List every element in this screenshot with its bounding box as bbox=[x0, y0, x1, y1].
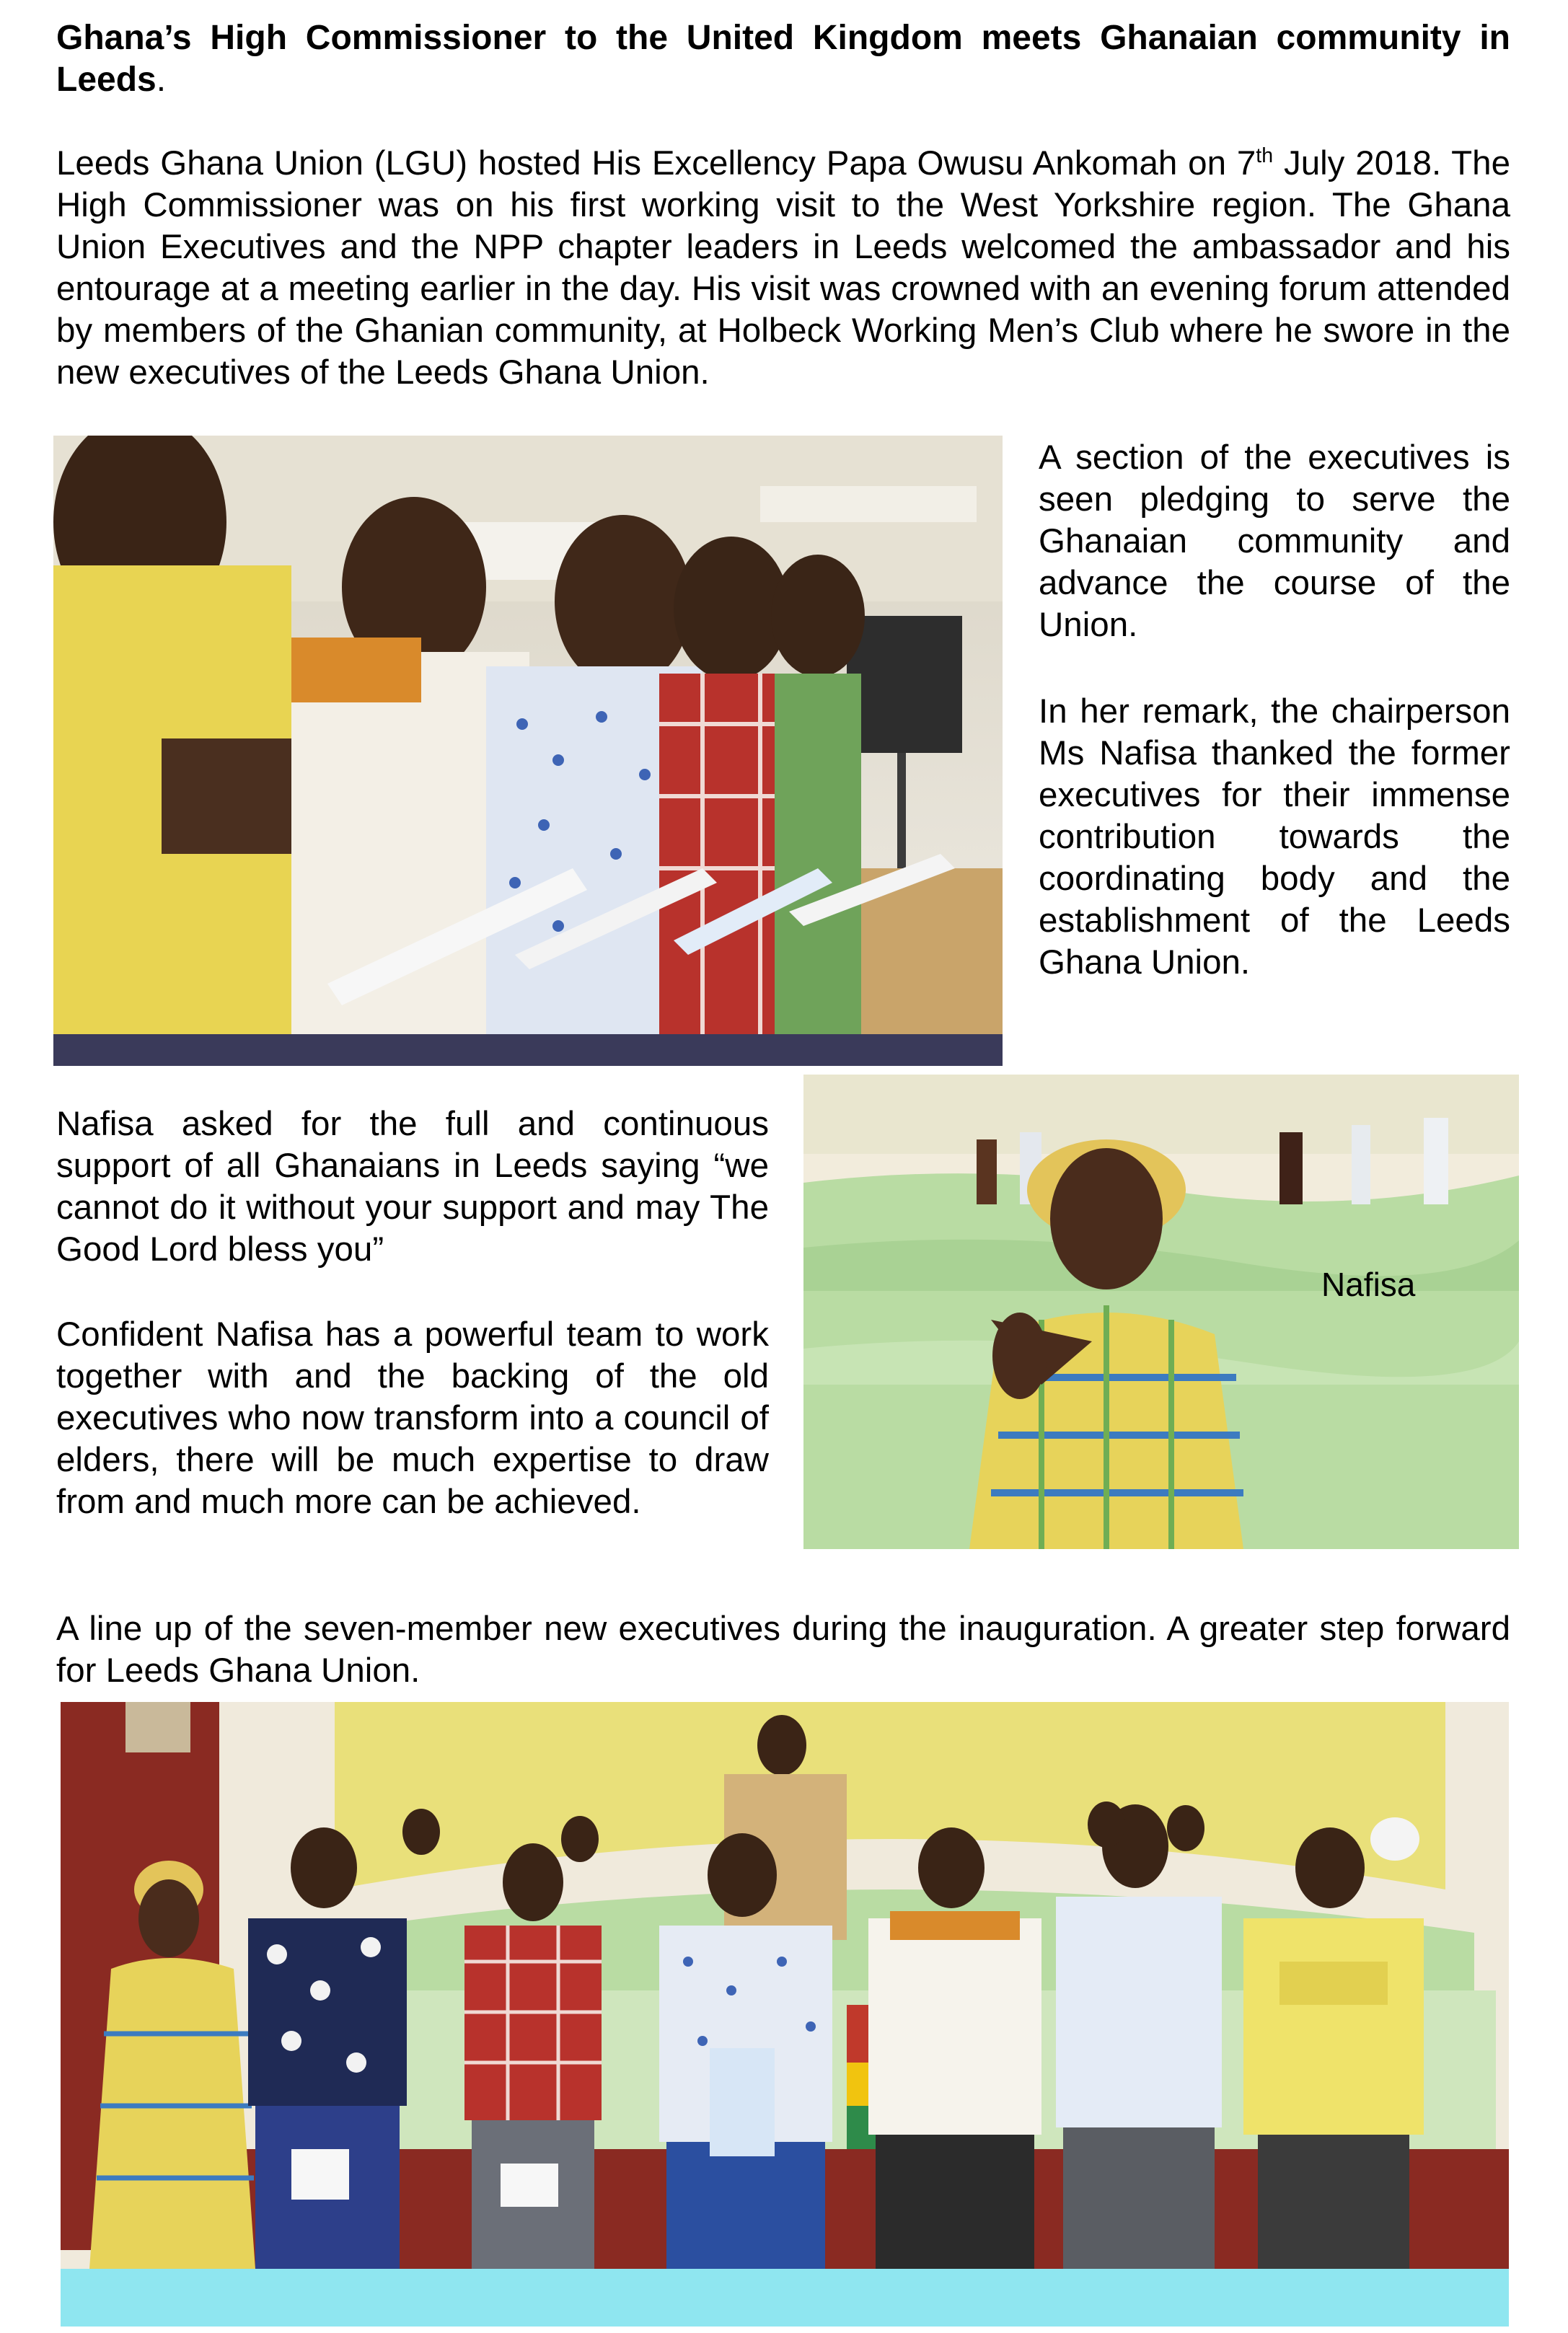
support-paragraph: Nafisa asked for the full and continuous support of all Ghanaians in Leeds saying “we cannot do it without your support and may The Good Lord bless you” bbox=[56, 1105, 769, 1269]
remark-paragraph: In her remark, the chairperson Ms Nafisa thanked the former executives for their immense contribution towards the coordinating body and the establishment of the Leeds Ghana Union. bbox=[1039, 692, 1510, 982]
photo-executives-pledging bbox=[53, 436, 1003, 1066]
photo-executives-lineup bbox=[61, 1702, 1509, 2327]
intro-text-part2: July 2018. The High Commissioner was on his first working visit to the West Yorkshire region. The Ghana Union Executives and the NPP chapter leaders in Leeds welcomed the ambassador and his entourage at a meeting earlier in the day. His visit was crowned with an evening forum attended by members of the Ghanian community, at Holbeck Working Men’s Club where he swore in the new executives of the Leeds Ghana Union. bbox=[56, 144, 1510, 392]
nafisa-label: Nafisa bbox=[1321, 1266, 1416, 1303]
lineup-caption: A line up of the seven-member new executives during the inauguration. A greater step forward for Leeds Ghana Union. bbox=[56, 1610, 1510, 1690]
intro-text-part1: Leeds Ghana Union (LGU) hosted His Excellency Papa Owusu Ankomah on 7 bbox=[56, 144, 1256, 182]
article-headline-period: . bbox=[156, 61, 167, 99]
photo-nafisa bbox=[803, 1075, 1519, 1549]
article-headline-bold: Ghana’s High Commissioner to the United Kingdom meets Ghanaian community in Leeds bbox=[56, 19, 1510, 99]
intro-ordinal-suffix: th bbox=[1256, 144, 1274, 168]
article-headline bbox=[56, 17, 1510, 101]
intro-paragraph bbox=[56, 143, 1510, 394]
confident-paragraph: Confident Nafisa has a powerful team to work together with and the backing of the old executives who now transform into a council of elders, there will be much expertise to draw from and much more can be achieved. bbox=[56, 1315, 769, 1521]
pledge-caption: A section of the executives is seen pledging to serve the Ghanaian community and advance the course of the Union. bbox=[1039, 438, 1510, 644]
